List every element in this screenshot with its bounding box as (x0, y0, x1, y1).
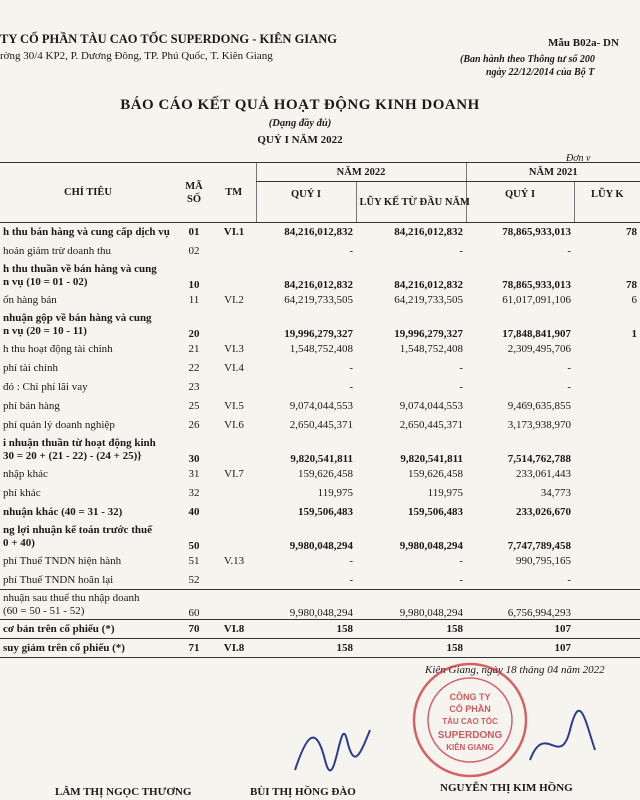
row-q1-2022: 64,219,733,505 (284, 294, 353, 306)
header-row-years (0, 163, 640, 182)
row-ytd-2021 (574, 590, 640, 620)
row-indicator-line1: h thu hoạt động tài chính (3, 343, 113, 355)
row-indicator-line1: nhuận sau thuế thu nhập doanh (3, 591, 140, 604)
row-ytd-2021 (574, 571, 640, 590)
row-ytd-2021 (574, 378, 640, 397)
row-ytd-2022: 158 (356, 620, 466, 639)
row-indicator-line1: ng lợi nhuận kế toán trước thuế (3, 523, 152, 536)
row-indicator (0, 639, 176, 658)
row-note: VI.8 (212, 620, 256, 639)
row-ytd-2022: 159,506,483 (408, 506, 464, 518)
row-indicator-line1: cơ bản trên cổ phiếu (*) (3, 623, 115, 635)
sign-date: Kiên Giang, ngày 18 tháng 04 năm 2022 (425, 664, 605, 676)
row-ytd-2022: - (459, 362, 464, 374)
table-row (0, 340, 640, 359)
row-note (212, 484, 256, 503)
income-statement-table (0, 162, 640, 658)
row-code: 26 (188, 419, 200, 431)
stamp-text-line: CỔ PHẦN (449, 704, 491, 714)
row-ytd-2021 (574, 639, 640, 658)
signature-chief-accountant (285, 700, 375, 780)
table-row (0, 522, 640, 552)
row-q1-2021: 990,795,165 (516, 555, 572, 567)
row-note: VI.4 (224, 362, 244, 374)
col-note: TM (212, 163, 256, 223)
table-row (0, 359, 640, 378)
stamp-text-line: CÔNG TY (449, 692, 491, 702)
row-indicator (0, 620, 176, 639)
row-ytd-2022: 9,820,541,811 (400, 452, 464, 465)
col-indicator: CHỈ TIÊU (0, 163, 176, 223)
table-row (0, 223, 640, 242)
row-indicator-line1: suy giảm trên cổ phiếu (*) (3, 642, 125, 654)
row-q1-2022: 9,074,044,553 (289, 400, 353, 412)
row-ytd-2021: 1 (631, 327, 638, 340)
company-name: TY CỔ PHẦN TÀU CAO TỐC SUPERDONG - KIÊN GIANG (0, 32, 337, 46)
row-ytd-2021 (574, 416, 640, 435)
row-code: 01 (188, 226, 200, 239)
row-note (212, 261, 256, 291)
row-ytd-2021 (574, 484, 640, 503)
row-indicator-line1: i nhuận thuần từ hoạt động kinh (3, 436, 156, 449)
row-indicator (0, 571, 176, 590)
row-ytd-2021 (574, 620, 640, 639)
col-year-2022: NĂM 2022 (256, 163, 466, 182)
row-ytd-2021 (574, 242, 640, 261)
row-indicator-line2: n vụ (20 = 10 - 11) (3, 324, 87, 337)
col-year-2021: NĂM 2021 (466, 163, 640, 182)
row-indicator (0, 378, 176, 397)
row-ytd-2022: 2,650,445,371 (399, 419, 464, 431)
table-body (0, 223, 640, 658)
row-q1-2022: - (349, 381, 353, 393)
row-q1-2021: 78,865,933,013 (502, 226, 572, 239)
col-ytd-2021: LŨY K (574, 182, 640, 223)
row-ytd-2021 (574, 359, 640, 378)
stamp-text-line: SUPERDONG (437, 730, 503, 741)
currency-unit: Đơn v (566, 153, 591, 164)
row-ytd-2021: 78 (626, 278, 638, 291)
row-code: 10 (188, 278, 200, 291)
row-code: 70 (176, 620, 212, 639)
row-code: 51 (188, 555, 200, 567)
table-row (0, 465, 640, 484)
row-indicator (0, 223, 176, 242)
row-indicator-line1: hoản giảm trừ doanh thu (3, 245, 111, 257)
row-indicator-line1: h thu bán hàng và cung cấp dịch vụ (3, 226, 170, 239)
row-ytd-2021: 6 (631, 294, 638, 306)
row-q1-2021: - (567, 573, 572, 586)
form-note-line1: (Ban hành theo Thông tư số 200 (460, 54, 595, 65)
row-indicator (0, 359, 176, 378)
row-q1-2022: - (349, 555, 353, 567)
row-indicator-line2: 0 + 40) (3, 536, 35, 549)
row-code: 30 (188, 452, 200, 465)
signer-chief-accountant: BÙI THỊ HỒNG ĐÀO (250, 786, 356, 798)
table-row (0, 310, 640, 340)
row-indicator (0, 435, 176, 465)
row-ytd-2022: 119,975 (427, 487, 464, 499)
row-ytd-2022: - (459, 555, 464, 567)
row-indicator-line1: nhập khác (3, 468, 48, 480)
row-note (212, 378, 256, 397)
row-q1-2021: 7,747,789,458 (507, 539, 572, 552)
row-ytd-2022: - (459, 573, 464, 586)
row-indicator (0, 552, 176, 571)
row-ytd-2021 (574, 340, 640, 359)
row-indicator (0, 242, 176, 261)
row-q1-2021: 61,017,091,106 (502, 294, 572, 306)
row-code: 32 (188, 487, 200, 499)
row-q1-2022: 158 (256, 639, 356, 658)
company-stamp (410, 660, 530, 780)
company-address: rờng 30/4 KP2, P. Dương Đông, TP. Phú Quốc, T. Kiên Giang (0, 50, 273, 62)
table-row (0, 639, 640, 658)
row-q1-2022: 19,996,279,327 (284, 327, 353, 340)
row-note (212, 310, 256, 340)
row-ytd-2022: 9,074,044,553 (399, 400, 464, 412)
table-row (0, 378, 640, 397)
row-indicator-line1: ốn hàng bán (3, 294, 57, 306)
row-indicator (0, 340, 176, 359)
form-code: Mẫu B02a- DN (548, 37, 619, 49)
row-note: VI.8 (212, 639, 256, 658)
row-q1-2021: 233,026,670 (516, 506, 572, 518)
table-row (0, 484, 640, 503)
row-ytd-2022: 84,216,012,832 (394, 226, 464, 239)
table-row (0, 261, 640, 291)
col-code (176, 163, 212, 223)
row-q1-2022: 158 (256, 620, 356, 639)
row-q1-2021: 2,309,495,706 (507, 343, 572, 355)
row-q1-2021: 9,469,635,855 (507, 400, 572, 412)
row-note (212, 242, 256, 261)
row-indicator-line1: đó : Chi phí lãi vay (3, 381, 88, 393)
row-ytd-2021 (574, 503, 640, 522)
report-title: BÁO CÁO KẾT QUẢ HOẠT ĐỘNG KINH DOANH (120, 97, 480, 113)
row-q1-2022: 84,216,012,832 (284, 278, 353, 291)
row-note: VI.2 (224, 294, 244, 306)
row-q1-2022: 1,548,752,408 (289, 343, 353, 355)
table-row (0, 416, 640, 435)
row-note: VI.1 (223, 226, 245, 239)
row-indicator-line1: phí quản lý doanh nghiệp (3, 419, 115, 431)
row-code: 02 (188, 245, 200, 257)
col-code-l1: MÃ (185, 180, 203, 192)
row-code: 23 (188, 381, 200, 393)
row-ytd-2022: 64,219,733,505 (394, 294, 464, 306)
row-ytd-2021 (574, 465, 640, 484)
row-q1-2021: 7,514,762,788 (507, 452, 572, 465)
row-indicator (0, 465, 176, 484)
col-q1-2021: QUÝ I (466, 182, 574, 223)
row-indicator (0, 416, 176, 435)
row-indicator (0, 261, 176, 291)
row-indicator (0, 291, 176, 310)
row-q1-2022: 9,980,048,294 (256, 590, 356, 620)
row-indicator (0, 484, 176, 503)
row-ytd-2022: 19,996,279,327 (394, 327, 464, 340)
row-indicator-line1: nhuận gộp về bán hàng và cung (3, 311, 152, 324)
row-note: V.13 (223, 555, 245, 567)
report-period: QUÝ I NĂM 2022 (257, 134, 343, 146)
table-row (0, 590, 640, 620)
row-note (212, 522, 256, 552)
row-ytd-2022: 158 (356, 639, 466, 658)
row-code: 21 (188, 343, 200, 355)
row-ytd-2022: 9,980,048,294 (356, 590, 466, 620)
col-q1-2022: QUÝ I (256, 182, 356, 223)
row-q1-2021: 3,173,938,970 (507, 419, 572, 431)
row-q1-2021: 6,756,994,293 (466, 590, 574, 620)
row-note (212, 503, 256, 522)
row-note: VI.5 (224, 400, 244, 412)
table-row (0, 552, 640, 571)
row-indicator-line1: phí Thuế TNDN hiện hành (3, 555, 122, 567)
row-q1-2021: - (567, 362, 572, 374)
row-q1-2021: - (567, 245, 572, 257)
row-note (212, 435, 256, 465)
row-code: 40 (188, 506, 200, 518)
row-indicator (0, 522, 176, 552)
stamp-text-line: KIÊN GIANG (446, 743, 494, 752)
row-q1-2022: 9,820,541,811 (290, 452, 353, 465)
row-indicator (0, 503, 176, 522)
row-code: 71 (176, 639, 212, 658)
table-row (0, 503, 640, 522)
row-indicator-line2: n vụ (10 = 01 - 02) (3, 275, 88, 288)
row-q1-2021: - (567, 381, 572, 393)
row-indicator-line1: nhuận khác (40 = 31 - 32) (3, 506, 123, 518)
report-subtitle: (Dạng đầy đủ) (268, 118, 332, 129)
row-q1-2021: 107 (466, 620, 574, 639)
row-note (212, 590, 256, 620)
row-note: VI.3 (224, 343, 244, 355)
signature-director (520, 700, 600, 780)
row-q1-2022: - (349, 362, 353, 374)
row-note: VI.7 (224, 468, 244, 480)
row-ytd-2021: 78 (626, 226, 638, 239)
table-row (0, 242, 640, 261)
row-ytd-2022: - (459, 245, 464, 257)
row-indicator (0, 590, 176, 620)
row-ytd-2022: 159,626,458 (408, 468, 464, 480)
form-note-line2: ngày 22/12/2014 của Bộ T (486, 67, 595, 78)
row-q1-2022: 9,980,048,294 (289, 539, 353, 552)
row-q1-2022: 159,626,458 (298, 468, 353, 480)
row-indicator-line1: phí Thuế TNDN hoãn lại (3, 573, 114, 586)
row-code: 20 (188, 327, 200, 340)
row-indicator (0, 397, 176, 416)
row-code: 60 (176, 590, 212, 620)
row-ytd-2022: 1,548,752,408 (399, 343, 464, 355)
row-ytd-2022: 84,216,012,832 (394, 278, 464, 291)
row-code: 31 (188, 468, 200, 480)
row-note (212, 571, 256, 590)
row-code: 50 (188, 539, 200, 552)
signer-director: NGUYỄN THỊ KIM HỒNG (440, 782, 573, 794)
row-code: 52 (188, 573, 200, 586)
row-indicator-line2: 30 = 20 + (21 - 22) - (24 + 25)} (3, 449, 142, 462)
row-indicator-line1: h thu thuần về bán hàng và cung (3, 262, 157, 275)
row-q1-2021: 17,848,841,907 (502, 327, 572, 340)
stamp-text-line: TÀU CAO TỐC (442, 717, 498, 726)
row-q1-2022: 159,506,483 (298, 506, 353, 518)
row-ytd-2021 (574, 435, 640, 465)
row-code: 25 (188, 400, 200, 412)
table-row (0, 397, 640, 416)
table-row (0, 291, 640, 310)
table-row (0, 620, 640, 639)
row-indicator-line1: phí khác (3, 487, 41, 499)
row-ytd-2021 (574, 397, 640, 416)
row-q1-2022: 84,216,012,832 (284, 226, 353, 239)
row-ytd-2022: - (459, 381, 464, 393)
row-indicator-line2: (60 = 50 - 51 - 52) (3, 604, 85, 617)
row-q1-2022: - (349, 245, 353, 257)
col-ytd-2022: LŨY KẾ TỪ ĐẦU NĂM (356, 182, 466, 223)
row-q1-2021: 34,773 (540, 487, 572, 499)
row-indicator-line1: phí tài chính (3, 362, 58, 374)
row-indicator-line1: phí bán hàng (3, 400, 60, 412)
row-indicator (0, 310, 176, 340)
row-note: VI.6 (224, 419, 244, 431)
row-ytd-2022: 9,980,048,294 (399, 539, 464, 552)
row-q1-2021: 107 (466, 639, 574, 658)
row-q1-2021: 233,061,443 (516, 468, 572, 480)
row-q1-2022: - (349, 573, 353, 586)
row-code: 22 (188, 362, 200, 374)
table-row (0, 571, 640, 590)
row-ytd-2021 (574, 522, 640, 552)
table-row (0, 435, 640, 465)
row-ytd-2021 (574, 552, 640, 571)
row-code: 11 (188, 294, 200, 306)
row-q1-2022: 2,650,445,371 (289, 419, 353, 431)
row-q1-2022: 119,975 (317, 487, 353, 499)
signer-preparer: LÂM THỊ NGỌC THƯƠNG (55, 786, 192, 798)
col-code-l2: SỐ (186, 193, 201, 205)
row-q1-2021: 78,865,933,013 (502, 278, 572, 291)
